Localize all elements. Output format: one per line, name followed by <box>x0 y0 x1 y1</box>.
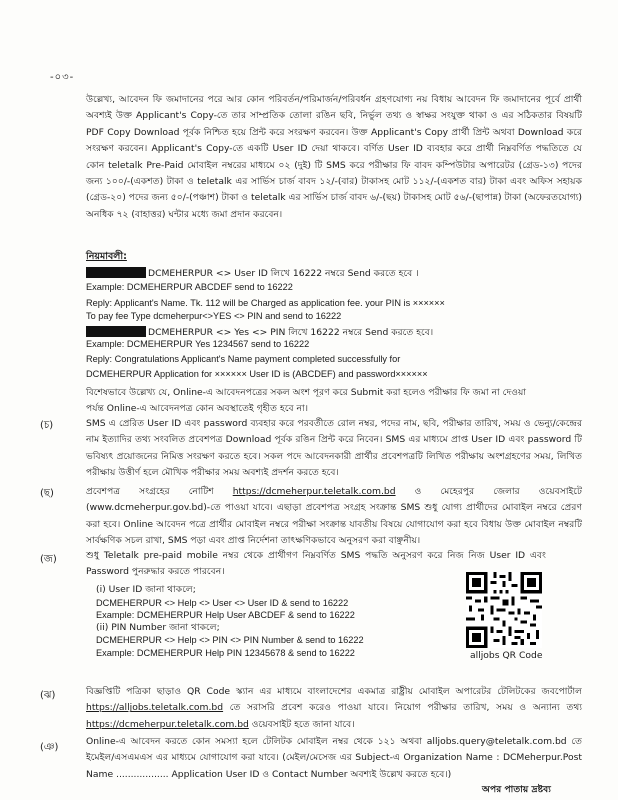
rule-note1: বিশেষভাবে উল্লেখ্য যে, Online-এ আবেদনপত্রের সকল অংশ পূরণ করে Submit করা হলেও পরীক্ষার ফি জমা না দেওয়া <box>86 387 527 398</box>
help-line: (i) User ID জানা থাকলে; <box>96 584 196 595</box>
rule-note2: পর্যন্ত Online-এ আবেদনপত্র কোন অবস্থাতেই গৃহীত হবে না। <box>86 403 308 414</box>
section-chha-text <box>86 484 582 550</box>
redaction-bar <box>86 267 146 278</box>
section-ja-label: (জ) <box>40 554 57 565</box>
redaction-bar <box>86 326 146 337</box>
rule-sms1-text: DCMEHERPUR <> User ID লিখে 16222 নম্বরে Send করতে হবে । <box>148 268 419 279</box>
section-ja-intro: শুধু Teletalk pre-paid mobile নম্বর থেকে প্রার্থীগণ নিম্নবর্ণিত SMS পদ্ধতি অনুসরণ করে নিজ নিজ User ID এবং Password পুনরুদ্ধার করতে পারবেন। <box>86 550 546 578</box>
qr-caption: alljobs QR Code <box>470 650 543 661</box>
help-line: (ii) PIN Number জানা থাকলে; <box>96 621 220 633</box>
rule-sms2 <box>86 325 433 340</box>
dcmeherpur-link[interactable]: https://dcmeherpur.teletalk.com.bd <box>86 718 249 730</box>
page-number: -০৩- <box>50 72 75 83</box>
rule-reply2b: DCMEHERPUR Application for ×××××× User ID is (ABCDEF) and password×××××× <box>86 369 428 379</box>
dcmeherpur-link[interactable]: https://dcmeherpur.teletalk.com.bd <box>232 486 396 497</box>
rule-sms1 <box>86 266 419 281</box>
intro-paragraph <box>86 92 582 223</box>
rule-sms2-text: DCMEHERPUR <> Yes <> PIN লিখে 16222 নম্বরে Send করতে হবে। <box>148 327 434 338</box>
section-chha-label: (ছ) <box>40 488 54 499</box>
section-nya-label: (ঞ) <box>40 742 59 753</box>
rule-example1: Example: DCMEHERPUR ABCDEF send to 16222 <box>86 282 293 292</box>
alljobs-qr-code <box>466 572 542 648</box>
section-cha-text: SMS এ প্রেরিত User ID এবং password ব্যবহার করে পরবর্তীতে রোল নম্বর, পদের নাম, ছবি, পরীক্ষার তারিখ, সময় ও ভেন্যু/কেন্দ্রের নাম ইত্যাদির তথ্য সংবলিত প্রবেশপত্র Download পূর্বক রঙিন প্রিন্ট করে নিবেন। SMS এর মাধ্যমে প্রাপ্ত User ID এবং password টি ভবিষ্যৎ প্রয়োজনের নিমিত্ত সংরক্ষণ করতে হবে। সকল পদে আবেদনকারী প্রার্থীর প্রবেশপত্রটি লিখিত পরীক্ষায় অংশগ্রহণের সময়, লিখিত পরীক্ষায় উত্তীর্ণ হলে মৌখিক পরীক্ষার সময় অবশ্যই প্রদর্শন করতে হবে। <box>86 418 582 479</box>
rule-reply2a: Reply: Congratulations Applicant's Name payment completed successfully for <box>86 354 401 364</box>
continued-note: অপর পাতায় দ্রষ্টব্য <box>482 784 551 795</box>
section-jha-text-a: বিজ্ঞপ্তিটি পত্রিকা ছাড়াও QR Code স্ক্যান এর মাধ্যমে বাংলাদেশের একমাত্র রাষ্ট্রীয় মোবাইল অপারেটর টেলিটকের জবপোর্টাল <box>86 686 582 697</box>
section-jha-text-b: তে সরাসরি প্রবেশ করেও পাওয়া যাবে। নিয়োগ পরীক্ষার তারিখ, সময় ও অন্যান্য তথ্য <box>223 702 582 714</box>
section-jha-text-c: ওয়েবসাইট হতে জানা যাবে। <box>248 718 355 730</box>
alljobs-link[interactable]: https://alljobs.teletalk.com.bd <box>86 702 224 714</box>
help-line: DCMEHERPUR <> Help <> PIN <> PIN Number & send to 16222 <box>96 635 364 646</box>
rule-example2: Example: DCMEHERPUR Yes 1234567 send to 16222 <box>86 339 310 349</box>
rules-title: নিয়মাবলী: <box>86 251 127 262</box>
section-nya-text: Online-এ আবেদন করতে কোন সমস্যা হলে টেলিটক মোবাইল নম্বর থেকে ১২১ অথবা alljobs.query@teletalk.com.bd তে ইমেইল/এসএমএস এর মাধ্যমে যোগাযোগ করা যাবে। (মেইল/মেসেজ এর Subject-এ Organization Name : DCMeherpur.Post Name .................. Application User ID ও Contact Number অবশ্যই উল্লেখ করতে হবে।) <box>86 736 582 780</box>
section-jha-text <box>86 684 582 733</box>
intro-text: উল্লেখ্য, আবেদন ফি জমাদানের পরে আর কোন পরিবর্তন/পরিমার্জন/পরিবর্ধন গ্রহণযোগ্য নয় বিধায় আবেদন ফি জমাদানের পূর্বে প্রার্থী অবশ্যই উক্ত Applicant's Copy-তে তার সাম্প্রতিক তোলা রঙিন ছবি, নির্ভুল তথ্য ও স্বাক্ষর সংযুক্ত থাকা ও এর সঠিকতার বিষয়টি PDF Copy Download পূর্বক নিশ্চিত হয়ে প্রিন্ট করে সংরক্ষণ করবেন। উক্ত Applicant's Copy প্রার্থী প্রিন্ট অথবা Download করে সংরক্ষণ করবেন। Applicant's Copy-তে একটি User ID দেয়া থাকবে। বর্ণিত User ID ব্যবহার করে প্রার্থী নিম্নবর্ণিত পদ্ধতিতে যে কোন teletalk Pre-Paid মোবাইল নম্বরের মাধ্যমে ০২ (দুই) টি SMS করে পরীক্ষার ফি বাবদ কম্পিউটার অপারেটর (গ্রেড-১৩) পদের জন্য ১০০/-(একশত) টাকা ও teletalk এর সার্ভিস চার্জ বাবদ ১২/-(বার) টাকাসহ মোট ১১২/-(একশত বার) টাকা এবং অফিস সহায়ক (গ্রেড-২০) পদের জন্য ৫০/-(পঞ্চাশ) টাকা ও teletalk এর সার্ভিস চার্জ বাবদ ৬/-(ছয়) টাকাসহ মোট ৫৬/-(ছাপান্ন) টাকা (অফেরতযোগ্য) অনধিক ৭২ (বাহাত্তর) ঘন্টার মধ্যে জমা প্রদান করবেন। <box>86 94 582 220</box>
help-line: DCMEHERPUR <> Help <> User <> User ID & send to 16222 <box>96 597 349 608</box>
section-chha-text-a: প্রবেশপত্র সংগ্রহের নোটিশ <box>86 486 233 497</box>
help-line: Example: DCMEHERPUR Help PIN 12345678 & send to 16222 <box>96 647 355 658</box>
help-sms-list <box>96 584 456 660</box>
section-cha-label: (চ) <box>40 420 54 431</box>
section-chha-text-b: ও মেহেরপুর জেলার ওয়েবসাইটে (www.dcmeherpur.gov.bd)-তে পাওয়া যাবে। এছাড়া প্রবেশপত্র সংগ্রহ সংক্রান্ত SMS শুধু যোগ্য প্রার্থীদের মোবাইল নম্বরে প্রেরণ করা হবে। Online আবেদন পত্রে প্রার্থীর মোবাইল নম্বরে পরীক্ষা সংক্রান্ত যাবতীয় বিষয়ে যোগাযোগ করা হবে বিধায় উক্ত মোবাইল নম্বরটি সার্বক্ষণিক সচল রাখা, SMS পড়া এবং প্রাপ্ত নির্দেশনা তাৎক্ষণিকভাবে অনুসরণ করা বাঞ্ছনীয়। <box>86 486 582 547</box>
rule-reply1: Reply: Applicant's Name. Tk. 112 will be Charged as application fee. your PIN is ×××××× <box>86 298 445 308</box>
help-line: Example: DCMEHERPUR Help User ABCDEF & send to 16222 <box>96 610 355 621</box>
rule-topay: To pay fee Type dcmeherpur<>YES <> PIN and send to 16222 <box>86 311 342 321</box>
section-jha-label: (ঝ) <box>40 690 56 701</box>
